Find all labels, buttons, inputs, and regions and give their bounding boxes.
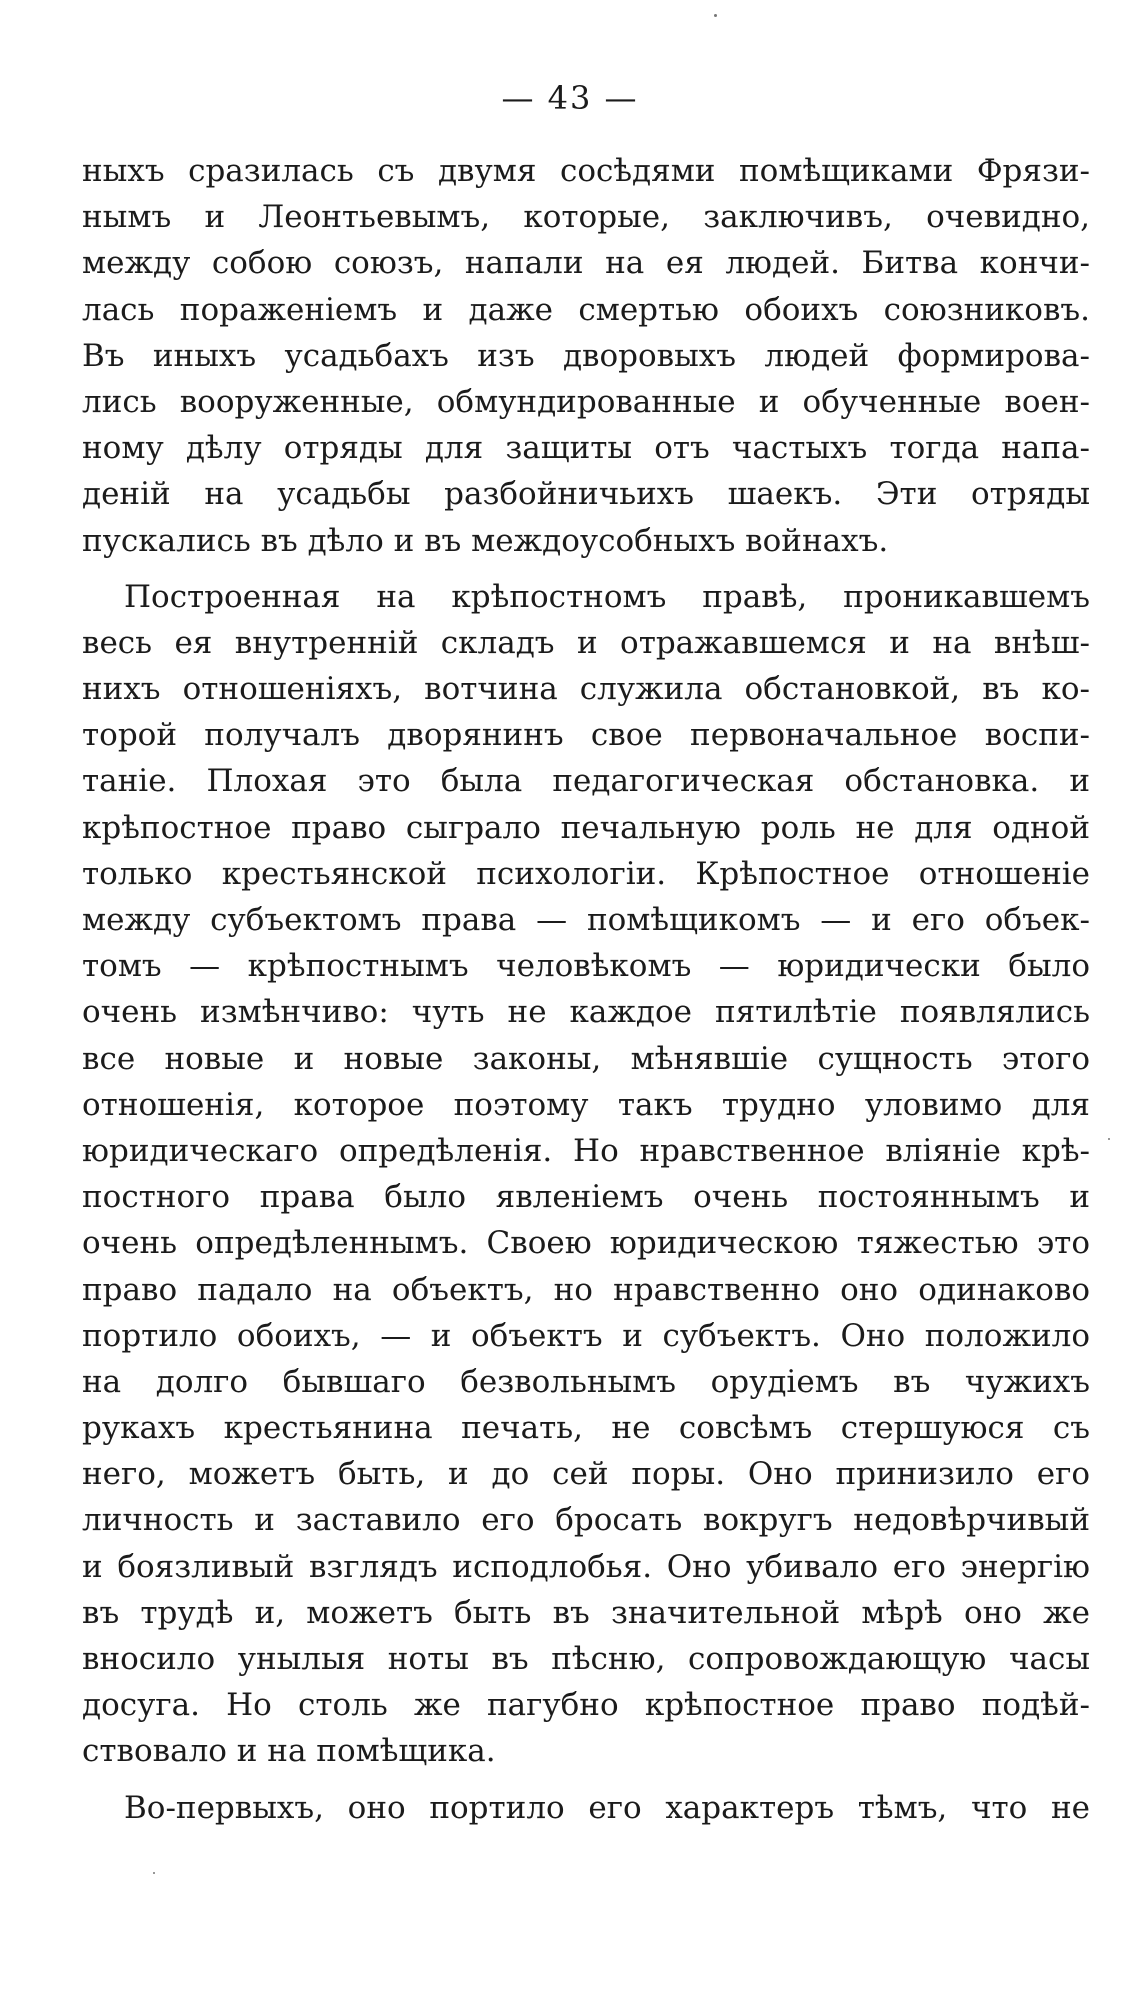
text-line: нымъ и Леонтьевымъ, которые, заключивъ, очевидно, [82, 199, 1090, 236]
text-line: портило обоихъ, — и объектъ и субъектъ. Оно положило [82, 1317, 1090, 1354]
text-line: и боязливый взглядъ исподлобья. Оно убивало его энергію [82, 1548, 1090, 1585]
text-line: таніе. Плохая это была педагогическая обстановка. и [82, 763, 1090, 800]
text-line: между собою союзъ, напали на ея людей. Битва кончи- [82, 245, 1090, 282]
text-line: постного права было явленіемъ очень постояннымъ и [82, 1179, 1090, 1216]
text-line: лась пораженіемъ и даже смертью обоихъ союзниковъ. [82, 291, 1090, 328]
text-line: Въ иныхъ усадьбахъ изъ дворовыхъ людей формирова- [82, 337, 1090, 374]
text-line: между субъектомъ права — помѣщикомъ — и его объек- [82, 902, 1090, 938]
text-line: отношенія, которое поэтому такъ трудно уловимо для [82, 1086, 1090, 1123]
text-line: юридическаго опредѣленія. Но нравственное вліяніе крѣ- [82, 1132, 1090, 1169]
text-line: ствовало и на помѣщика. [82, 1733, 496, 1770]
text-line: ному дѣлу отряды для защиты отъ частыхъ тогда напа- [82, 430, 1090, 467]
text-line: все новые и новые законы, мѣнявшіе сущность этого [82, 1040, 1090, 1077]
text-line: деній на усадьбы разбойничьихъ шаекъ. Эти отряды [82, 476, 1090, 513]
text-line: ныхъ сразилась съ двумя сосѣдями помѣщиками Фрязи- [82, 153, 1090, 189]
text-line: очень измѣнчиво: чуть не каждое пятилѣтіе появлялись [82, 994, 1090, 1031]
text-line: очень опредѣленнымъ. Своею юридическою тяжестью это [82, 1225, 1090, 1262]
text-line: весь ея внутренній складъ и отражавшемся и на внѣш- [82, 624, 1090, 661]
scan-speck [153, 1872, 155, 1874]
text-line: въ трудѣ и, можетъ быть въ значительной мѣрѣ оно же [82, 1594, 1090, 1631]
text-line: торой получалъ дворянинъ свое первоначальное воспи- [82, 717, 1090, 754]
scan-speck [1108, 1138, 1110, 1140]
paragraph-1 [82, 148, 1090, 564]
text-line: Во-первыхъ, оно портило его характеръ тѣмъ, что не [124, 1789, 1090, 1826]
text-line: досуга. Но столь же пагубно крѣпостное право подѣй- [82, 1687, 1090, 1724]
text-line: вносило унылыя ноты въ пѣсню, сопровождающую часы [82, 1641, 1090, 1677]
text-line: только крестьянской психологіи. Крѣпостное отношеніе [82, 855, 1090, 892]
paragraph-2 [82, 574, 1090, 1775]
body-text [82, 148, 1090, 1831]
text-line: пускались въ дѣло и въ междоусобныхъ войнахъ. [82, 522, 889, 559]
text-line: рукахъ крестьянина печать, не совсѣмъ стершуюся съ [82, 1410, 1090, 1447]
text-line: Построенная на крѣпостномъ правѣ, проникавшемъ [124, 578, 1090, 615]
text-line: личность и заставило его бросать вокругъ недовѣрчивый [82, 1502, 1090, 1539]
page-number: — 43 — [501, 79, 639, 117]
text-line: нихъ отношеніяхъ, вотчина служила обстановкой, въ ко- [82, 671, 1090, 708]
text-line: на долго бывшаго безвольнымъ орудіемъ въ чужихъ [82, 1363, 1090, 1400]
text-line: право падало на объектъ, но нравственно оно одинаково [82, 1271, 1090, 1308]
scan-speck [714, 14, 717, 17]
text-line: лись вооруженные, обмундированные и обученные воен- [82, 383, 1090, 420]
paragraph-3 [82, 1785, 1090, 1831]
text-line: него, можетъ быть, и до сей поры. Оно принизило его [82, 1456, 1090, 1493]
text-line: томъ — крѣпостнымъ человѣкомъ — юридически было [82, 948, 1090, 985]
text-line: крѣпостное право сыграло печальную роль не для одной [82, 809, 1090, 846]
